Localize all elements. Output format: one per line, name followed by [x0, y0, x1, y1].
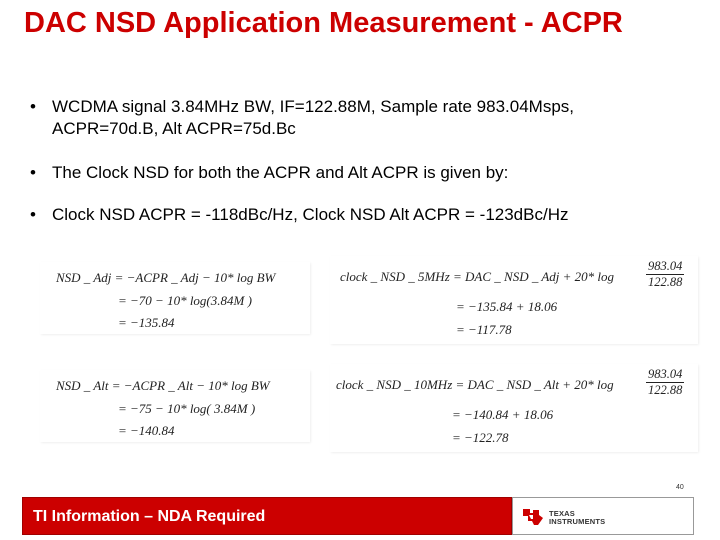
bullet-item [30, 96, 574, 140]
slide-title: DAC NSD Application Measurement - ACPR [24, 7, 623, 39]
page-number: 40 [676, 484, 684, 491]
footer-bar [22, 497, 512, 535]
equation-line: = −70 − 10* log(3.84M ) [118, 293, 252, 308]
bullet-text: Clock NSD ACPR = -118dBc/Hz, Clock NSD Alt ACPR = -123dBc/Hz [52, 205, 569, 224]
bullet-marker: • [30, 97, 36, 116]
ti-logo-wordmark [549, 510, 605, 526]
equation-line: = −135.84 [118, 315, 175, 330]
logo-line-1: TEXAS [549, 509, 576, 518]
ti-logo-icon [521, 506, 545, 528]
fraction-denominator: 122.88 [648, 383, 683, 397]
equation-adj-left [40, 262, 310, 334]
fraction-numerator: 983.04 [648, 367, 683, 381]
equation-line: = −117.78 [456, 322, 512, 337]
equation-line: clock _ NSD _ 5MHz = DAC _ NSD _ Adj + 20* log [340, 269, 615, 284]
equation-alt-right [330, 364, 698, 452]
equation-line: NSD _ Adj = −ACPR _ Adj − 10* log BW [56, 270, 276, 285]
equation-line: = −75 − 10* log( 3.84M ) [118, 401, 256, 416]
equation-line: = −135.84 + 18.06 [456, 299, 558, 314]
logo-line-2: INSTRUMENTS [549, 517, 606, 526]
footer-label: TI Information – NDA Required [33, 508, 266, 525]
equation-line: clock _ NSD _ 10MHz = DAC _ NSD _ Alt + 20* log [336, 377, 614, 392]
bullet-item [30, 204, 568, 226]
bullet-text: WCDMA signal 3.84MHz BW, IF=122.88M, Sample rate 983.04Msps, ACPR=70d.B, Alt ACPR=75d.Bc [52, 97, 575, 138]
equation-adj-right [330, 256, 698, 344]
bullet-marker: • [30, 163, 36, 182]
bullet-marker: • [30, 205, 36, 224]
fraction-denominator: 122.88 [648, 275, 683, 289]
equation-fraction [646, 259, 684, 290]
equation-line: = −122.78 [452, 430, 509, 445]
equation-line: NSD _ Alt = −ACPR _ Alt − 10* log BW [56, 378, 270, 393]
equation-line: = −140.84 [118, 423, 175, 438]
footer-logo-area [512, 497, 694, 535]
bullet-text: The Clock NSD for both the ACPR and Alt ACPR is given by: [52, 163, 509, 182]
fraction-numerator: 983.04 [648, 259, 683, 273]
equation-line: = −140.84 + 18.06 [452, 407, 554, 422]
equation-fraction [646, 367, 684, 398]
equation-alt-left [40, 370, 310, 442]
bullet-item [30, 162, 508, 184]
